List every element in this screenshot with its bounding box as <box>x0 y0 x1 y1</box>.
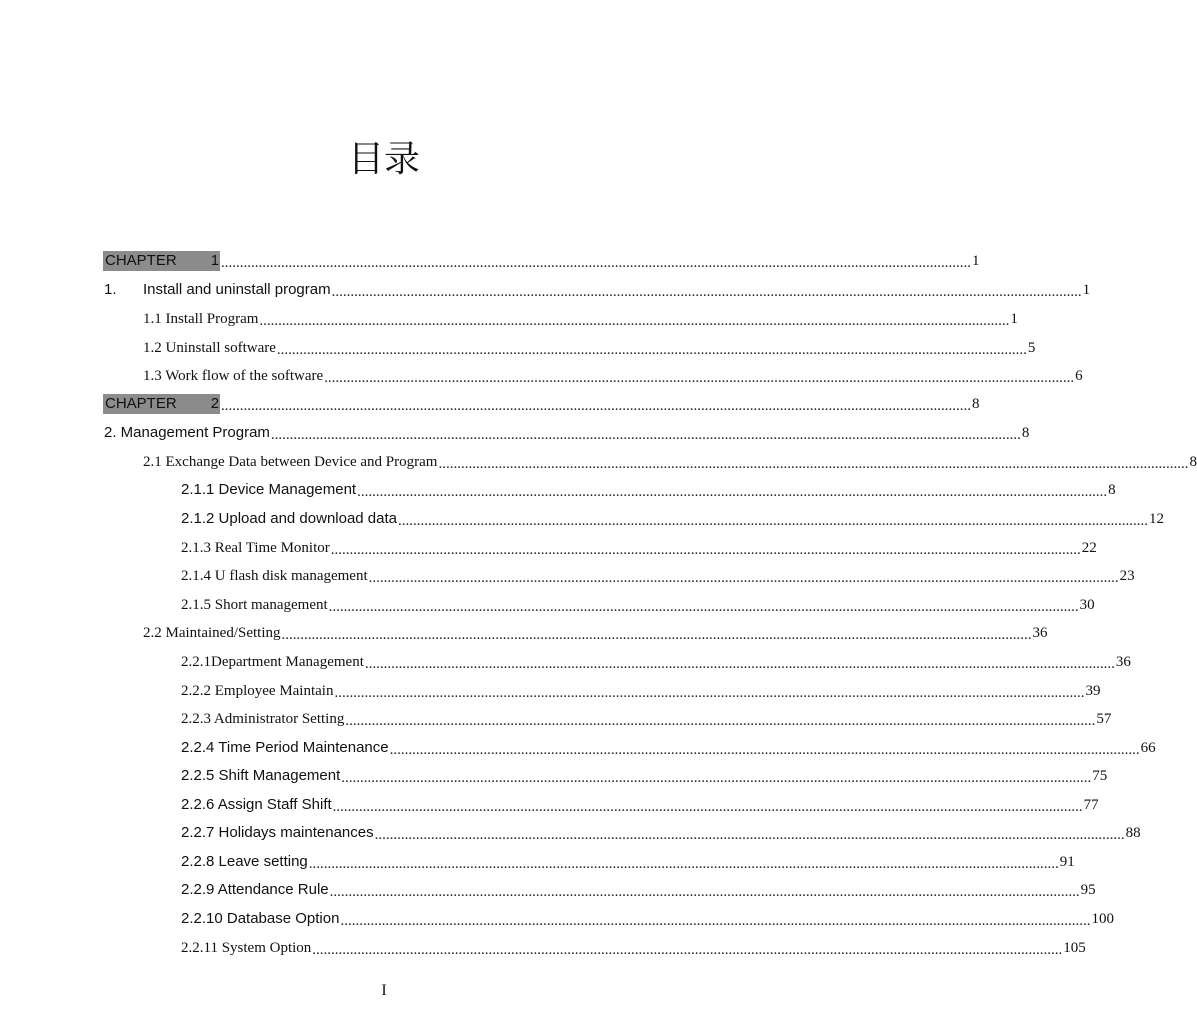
toc-entry-label: 2.2.11 System Option <box>181 940 312 956</box>
dot-leader: ........................................................................................................................................................................................................ <box>438 456 1189 472</box>
toc-entry-label: 2.2.4 Time Period Maintenance <box>181 739 389 756</box>
toc-entry-2-2-3[interactable] <box>181 707 1112 729</box>
dot-leader: ........................................................................................................................................................................................................ <box>324 370 1075 386</box>
dot-leader: ........................................................................................................................................................................................................ <box>328 599 1079 615</box>
toc-entry-1-2[interactable] <box>143 336 1036 358</box>
toc-entry-2-1-5[interactable] <box>181 593 1095 615</box>
toc-entry-2-2-7[interactable] <box>181 821 1141 843</box>
toc-entry-chapter-2[interactable] <box>103 392 980 414</box>
dot-leader: ........................................................................................................................................................................................................ <box>221 255 972 271</box>
toc-entry-label <box>104 280 331 300</box>
toc-page-number: 77 <box>1083 797 1099 813</box>
toc-entry-2-2-9[interactable] <box>181 878 1096 900</box>
toc-page-number: 22 <box>1081 540 1097 556</box>
dot-leader: ........................................................................................................................................................................................................ <box>330 542 1081 558</box>
toc-page-number: 91 <box>1059 854 1075 870</box>
toc-entry-2-1-2[interactable] <box>181 507 1165 529</box>
toc-page-number: 5 <box>1027 340 1036 356</box>
toc-entry-2-2-5[interactable] <box>181 764 1108 786</box>
dot-leader: ........................................................................................................................................................................................................ <box>340 913 1091 929</box>
toc-page-number: 6 <box>1075 368 1083 384</box>
toc-entry-1-3[interactable] <box>143 364 1083 386</box>
toc-page-number: 88 <box>1125 825 1141 841</box>
dot-leader: ........................................................................................................................................................................................................ <box>259 313 1010 329</box>
dot-leader: ........................................................................................................................................................................................................ <box>341 770 1092 786</box>
dot-leader: ........................................................................................................................................................................................................ <box>398 513 1149 529</box>
toc-entry-label: 2.1.3 Real Time Monitor <box>181 540 330 556</box>
dot-leader: ........................................................................................................................................................................................................ <box>329 884 1080 900</box>
toc-entry-label: 2. Management Program <box>104 424 270 441</box>
toc-entry-2-1[interactable] <box>143 450 1197 472</box>
toc-entry-2-2-1[interactable] <box>181 650 1131 672</box>
toc-entry-section-1[interactable] <box>104 278 1091 300</box>
toc-entry-label: 2.1.5 Short management <box>181 597 328 613</box>
toc-page-number: 12 <box>1149 511 1165 527</box>
toc-page-number: 8 <box>1108 482 1116 498</box>
toc-entry-2-2-6[interactable] <box>181 793 1099 815</box>
dot-leader: ........................................................................................................................................................................................................ <box>312 942 1063 958</box>
toc-entry-chapter-1[interactable] <box>103 249 980 271</box>
toc-entry-label: 2.1.2 Upload and download data <box>181 510 398 527</box>
chapter-word: CHAPTER <box>105 252 177 269</box>
dot-leader: ........................................................................................................................................................................................................ <box>308 856 1059 872</box>
toc-entry-2-2-11[interactable] <box>181 936 1086 958</box>
dot-leader: ........................................................................................................................................................................................................ <box>332 799 1083 815</box>
toc-page-number: 8 <box>1189 454 1197 470</box>
dot-leader: ........................................................................................................................................................................................................ <box>345 713 1096 729</box>
dot-leader: ........................................................................................................................................................................................................ <box>270 427 1021 443</box>
toc-entry-label: 2.1 Exchange Data between Device and Program <box>143 454 438 470</box>
toc-entry-2-2-8[interactable] <box>181 850 1075 872</box>
toc-entry-label: 2.2.1Department Management <box>181 654 364 670</box>
toc-entry-2-1-1[interactable] <box>181 478 1116 500</box>
toc-entry-label: 2.1.4 U flash disk management <box>181 568 368 584</box>
toc-entry-2-1-4[interactable] <box>181 564 1135 586</box>
dot-leader: ........................................................................................................................................................................................................ <box>368 570 1119 586</box>
toc-entry-label: 1.2 Uninstall software <box>143 340 276 356</box>
toc-page-number: 66 <box>1140 740 1156 756</box>
dot-leader: ........................................................................................................................................................................................................ <box>389 742 1140 758</box>
toc-entry-label: 1.1 Install Program <box>143 311 259 327</box>
toc-page-number: 39 <box>1085 683 1101 699</box>
dot-leader: ........................................................................................................................................................................................................ <box>374 827 1125 843</box>
toc-page-number: 36 <box>1115 654 1131 670</box>
dot-leader: ........................................................................................................................................................................................................ <box>221 398 972 414</box>
toc-entry-2-2[interactable] <box>143 621 1048 643</box>
toc-entry-label: 2.2.3 Administrator Setting <box>181 711 345 727</box>
toc-page-number: 57 <box>1096 711 1112 727</box>
toc-entry-2-2-4[interactable] <box>181 736 1156 758</box>
toc-entry-label: 2.2.2 Employee Maintain <box>181 683 334 699</box>
toc-entry-label: 2.2 Maintained/Setting <box>143 625 281 641</box>
toc-entry-label: 2.2.6 Assign Staff Shift <box>181 796 332 813</box>
toc-entry-1-1[interactable] <box>143 307 1018 329</box>
dot-leader: ........................................................................................................................................................................................................ <box>364 656 1115 672</box>
toc-page-number: 36 <box>1032 625 1048 641</box>
dot-leader: ........................................................................................................................................................................................................ <box>357 484 1108 500</box>
toc-entry-label: 2.2.10 Database Option <box>181 910 340 927</box>
chapter-heading <box>103 251 220 271</box>
toc-page-number: 95 <box>1080 882 1096 898</box>
toc-entry-label: 2.2.8 Leave setting <box>181 853 308 870</box>
dot-leader: ........................................................................................................................................................................................................ <box>276 342 1027 358</box>
dot-leader: ........................................................................................................................................................................................................ <box>334 685 1085 701</box>
section-title: Install and uninstall program <box>143 281 331 298</box>
toc-page-number: 23 <box>1119 568 1135 584</box>
toc-page-number: 1 <box>1082 282 1091 298</box>
toc-entry-label: 2.2.9 Attendance Rule <box>181 881 329 898</box>
toc-entry-label: 2.2.7 Holidays maintenances <box>181 824 374 841</box>
toc-page-number: 75 <box>1092 768 1108 784</box>
toc-entry-label: 1.3 Work flow of the software <box>143 368 324 384</box>
toc-page-number: 8 <box>1021 425 1030 441</box>
chapter-word: CHAPTER <box>105 395 177 412</box>
section-number: 1. <box>104 281 117 298</box>
toc-entry-section-2[interactable] <box>104 421 1030 443</box>
toc-entry-label: 2.2.5 Shift Management <box>181 767 341 784</box>
toc-entry-2-2-2[interactable] <box>181 679 1101 701</box>
toc-page-number: 8 <box>972 396 980 412</box>
footer-page-number: I <box>381 982 387 999</box>
toc-page-number: 105 <box>1063 940 1086 956</box>
toc-entry-2-2-10[interactable] <box>181 907 1114 929</box>
chapter-number: 2 <box>210 395 220 412</box>
toc-entry-label: 2.1.1 Device Management <box>181 481 357 498</box>
dot-leader: ........................................................................................................................................................................................................ <box>331 284 1082 300</box>
toc-entry-2-1-3[interactable] <box>181 536 1097 558</box>
dot-leader: ........................................................................................................................................................................................................ <box>281 627 1032 643</box>
chapter-number: 1 <box>210 252 220 269</box>
toc-page-number: 1 <box>972 253 980 269</box>
toc-page-number: 30 <box>1079 597 1095 613</box>
toc-page-number: 100 <box>1091 911 1114 927</box>
page-title: 目录 <box>347 139 420 180</box>
toc-page-number: 1 <box>1010 311 1018 327</box>
chapter-heading <box>103 394 220 414</box>
